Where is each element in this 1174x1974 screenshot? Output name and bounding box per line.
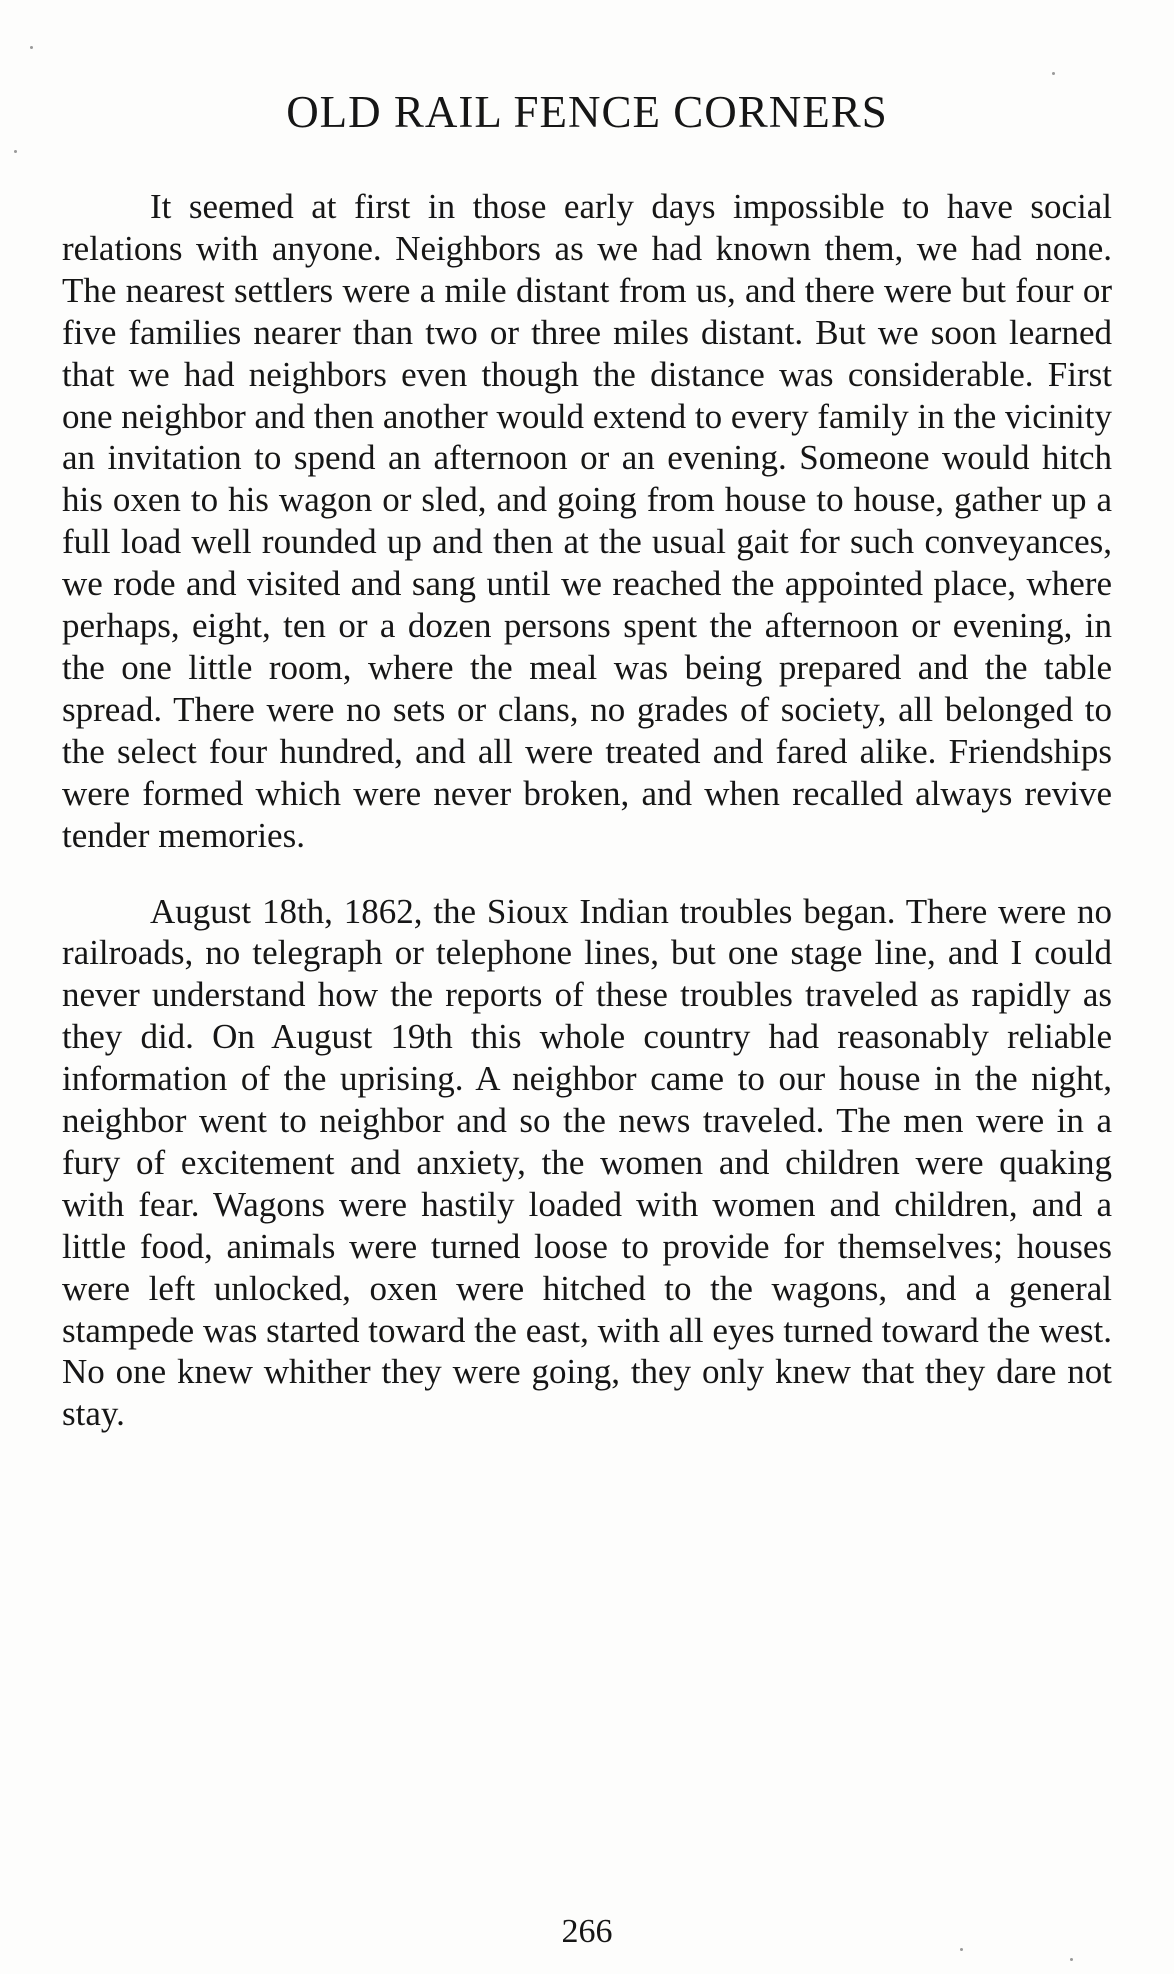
page-number: 266 [561,1913,613,1950]
paper-speck [30,46,33,49]
paper-speck [1070,1958,1073,1961]
paragraph-social-life: It seemed at first in those early days impossible to have social relations with anyone. Neighbors as we had known them, we had none. The nearest settlers were a mile distant from us, and there were but four or five families nearer than two or three miles distant. But we soon learned that we had neighbors even though the distance was considerable. First one neighbor and then another would extend to every family in the vicinity an invitation to spend an afternoon or an evening. Someone would hitch his oxen to his wagon or sled, and going from house to house, gather up a full load well rounded up and then at the usual gait for such conveyances, we rode and visited and sang until we reached the appointed place, where perhaps, eight, ten or a dozen persons spent the afternoon or evening, in the one little room, where the meal was being prepared and the table spread. There were no sets or clans, no grades of society, all belonged to the select four hundred, and all were treated and fared alike. Friendships were formed which were never broken, and when recalled always revive tender memories. [62,187,1112,855]
paper-speck [14,150,17,153]
paragraph-sioux-troubles: August 18th, 1862, the Sioux Indian troubles began. There were no railroads, no telegraph or telephone lines, but one stage line, and I could never understand how the reports of these troubles traveled as rapidly as they did. On August 19th this whole country had reasonably reliable information of the uprising. A neighbor came to our house in the night, neighbor went to neighbor and so the news traveled. The men were in a fury of excitement and anxiety, the women and children were quaking with fear. Wagons were hastily loaded with women and children, and a little food, animals were turned loose to provide for themselves; houses were left unlocked, oxen were hitched to the wagons, and a general stampede was started toward the east, with all eyes turned toward the west. No one knew whither they were going, they only knew that they dare not stay. [62,891,1112,1434]
running-head: OLD RAIL FENCE CORNERS [286,87,888,137]
body-text [62,186,1112,1435]
paper-speck [1052,72,1055,75]
paper-speck [960,1948,963,1951]
